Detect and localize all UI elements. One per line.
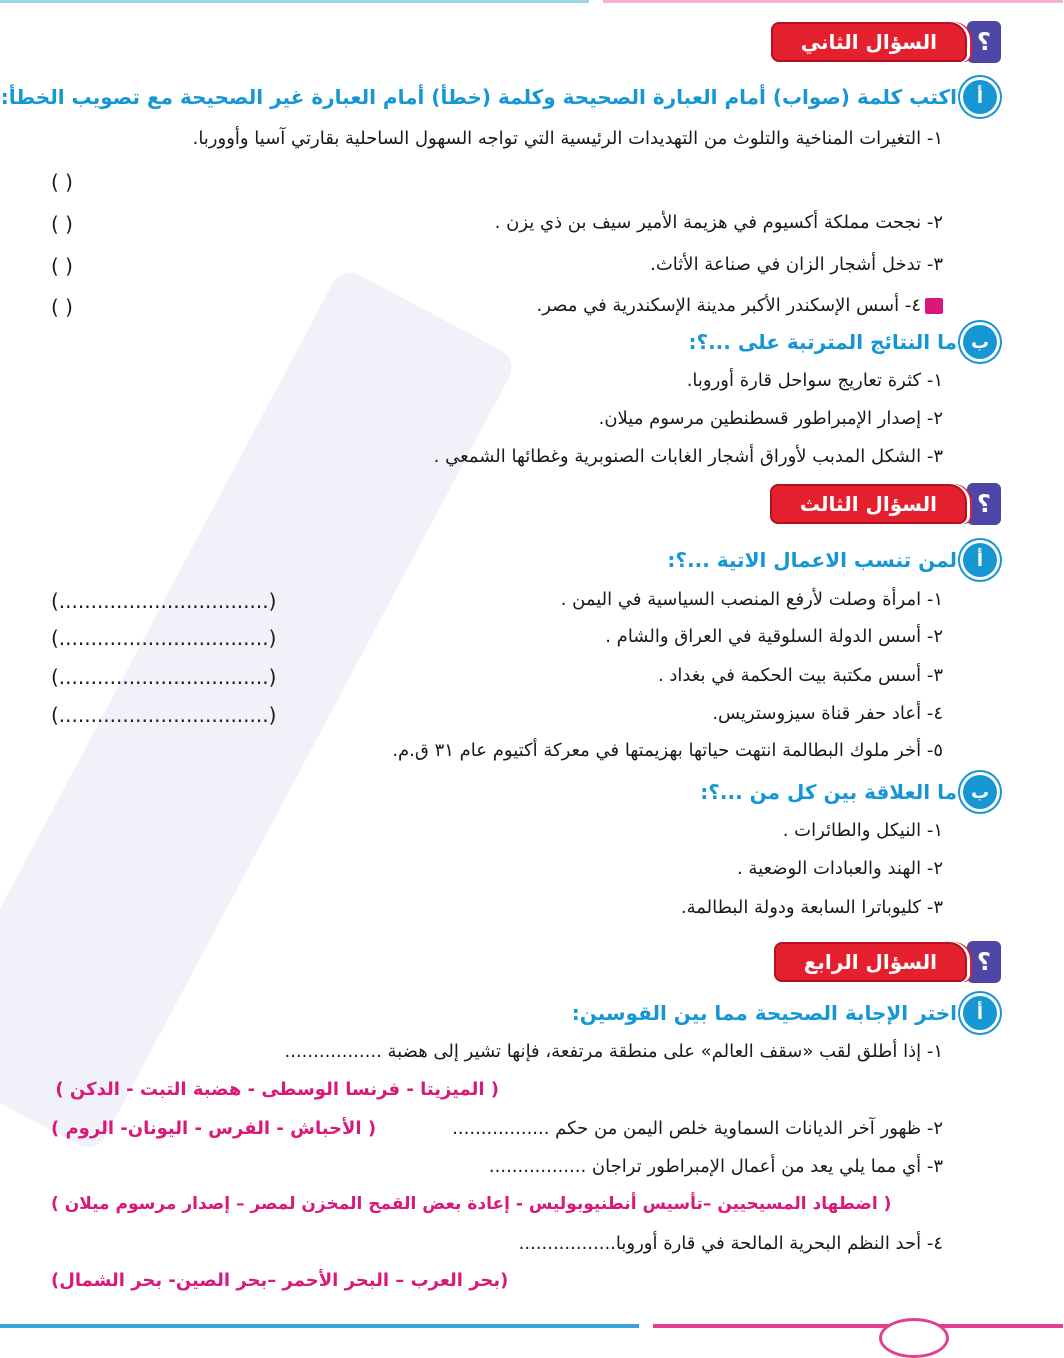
letter-badge-icon: أ — [964, 80, 998, 114]
list-item — [537, 295, 944, 316]
answer-blank[interactable]: (.................................) — [52, 626, 278, 650]
options: ( اضطهاد المسيحيين –تأسيس أنطنيوبوليس - إعادة بعض القمح المخزن لمصر – إصدار مرسوم ميلان ) — [52, 1194, 893, 1214]
list-item: ٢- أسس الدولة السلوقية في العراق والشام . — [606, 626, 944, 647]
item-text: ٤- أسس الإسكندر الأكبر مدينة الإسكندرية في مصر. — [537, 295, 922, 316]
q4-part-a-heading — [573, 996, 998, 1030]
list-item: ٣- أي مما يلي يعد من أعمال الإمبراطور تراجان ................. — [489, 1156, 944, 1177]
answer-blank[interactable]: ( ) — [52, 295, 74, 319]
list-item: ٢- إصدار الإمبراطور قسطنطين مرسوم ميلان. — [599, 408, 944, 429]
list-item: ٣- أسس مكتبة بيت الحكمة في بغداد . — [658, 665, 944, 686]
q3-part-b-heading — [701, 775, 998, 809]
book-icon — [926, 298, 944, 314]
answer-blank[interactable]: (.................................) — [52, 703, 278, 727]
question-title: السؤال الرابع — [775, 942, 968, 982]
top-border-pink — [604, 0, 1064, 3]
q2-part-b-heading — [689, 325, 998, 359]
list-item: ٢- نجحت مملكة أكسيوم في هزيمة الأمير سيف بن ذي يزن . — [495, 212, 944, 233]
list-item: ٤- أعاد حفر قناة سيزوستريس. — [713, 703, 944, 724]
instruction: اختر الإجابة الصحيحة مما بين القوسين: — [572, 1001, 958, 1025]
instruction: اكتب كلمة (صواب) أمام العبارة الصحيحة وكلمة (خطأ) أمام العبارة غير الصحيحة مع تصويب الخطأ: — [1, 85, 958, 109]
q2-part-a-heading — [2, 80, 998, 114]
list-item: ١- إذا أطلق لقب «سقف العالم» على منطقة مرتفعة، فإنها تشير إلى هضبة ................. — [285, 1041, 944, 1062]
list-item: ٤- أحد النظم البحرية المالحة في قارة أوروبا................. — [519, 1233, 944, 1254]
options: ( الميزيتا - فرنسا الوسطى - هضبة التبت - الدكن ) — [56, 1079, 500, 1100]
question-title: السؤال الثاني — [772, 22, 968, 62]
letter-badge-icon: أ — [964, 996, 998, 1030]
instruction: لمن تنسب الاعمال الاتية ...؟: — [668, 548, 958, 572]
question-title: السؤال الثالث — [771, 484, 968, 524]
question-mark-icon: ؟ — [968, 941, 1002, 983]
answer-blank[interactable]: (.................................) — [52, 665, 278, 689]
question-2-header — [772, 20, 998, 64]
bottom-border-blue — [0, 1324, 640, 1328]
list-item: ١- التغيرات المناخية والتلوث من التهديدات الرئيسية التي تواجه السهول الساحلية بقارتي آسيا وأووربا. — [193, 128, 944, 149]
answer-blank[interactable]: ( ) — [52, 212, 74, 236]
list-item: ١- امرأة وصلت لأرفع المنصب السياسية في اليمن . — [561, 589, 944, 610]
question-mark-icon: ؟ — [968, 483, 1002, 525]
page-number-circle — [880, 1318, 950, 1358]
list-item: ١- النيكل والطائرات . — [783, 820, 944, 841]
list-item: ٢- ظهور آخر الديانات السماوية خلص اليمن من حكم ................. — [453, 1118, 944, 1139]
list-item: ١- كثرة تعاريج سواحل قارة أوروبا. — [687, 370, 944, 391]
list-item: ٢- الهند والعبادات الوضعية . — [737, 858, 944, 879]
top-border-blue — [0, 0, 590, 3]
list-item: ٣- تدخل أشجار الزان في صناعة الأثاث. — [651, 254, 944, 275]
answer-blank[interactable]: ( ) — [52, 254, 74, 278]
instruction: ما العلاقة بين كل من ...؟: — [701, 780, 958, 804]
bottom-border-pink — [654, 1324, 1064, 1328]
list-item: ٣- الشكل المدبب لأوراق أشجار الغابات الصنوبرية وغطائها الشمعي . — [434, 446, 944, 467]
question-3-header — [771, 482, 998, 526]
question-4-header — [775, 940, 998, 984]
list-item: ٥- أخر ملوك البطالمة انتهت حياتها بهزيمتها في معركة أكتيوم عام ٣١ ق.م. — [393, 740, 944, 761]
options: (بحر العرب – البحر الأحمر –بحر الصين- بحر الشمال) — [52, 1270, 510, 1291]
q3-part-a-heading — [668, 543, 998, 577]
instruction: ما النتائج المترتبة على ...؟: — [689, 330, 958, 354]
question-mark-icon: ؟ — [968, 21, 1002, 63]
letter-badge-icon: ب — [964, 775, 998, 809]
letter-badge-icon: أ — [964, 543, 998, 577]
options: ( الأحباش - الفرس - اليونان- الروم ) — [52, 1118, 378, 1139]
letter-badge-icon: ب — [964, 325, 998, 359]
answer-blank[interactable]: ( ) — [52, 170, 74, 194]
list-item: ٣- كليوباترا السابعة ودولة البطالمة. — [681, 897, 944, 918]
answer-blank[interactable]: (.................................) — [52, 589, 278, 613]
